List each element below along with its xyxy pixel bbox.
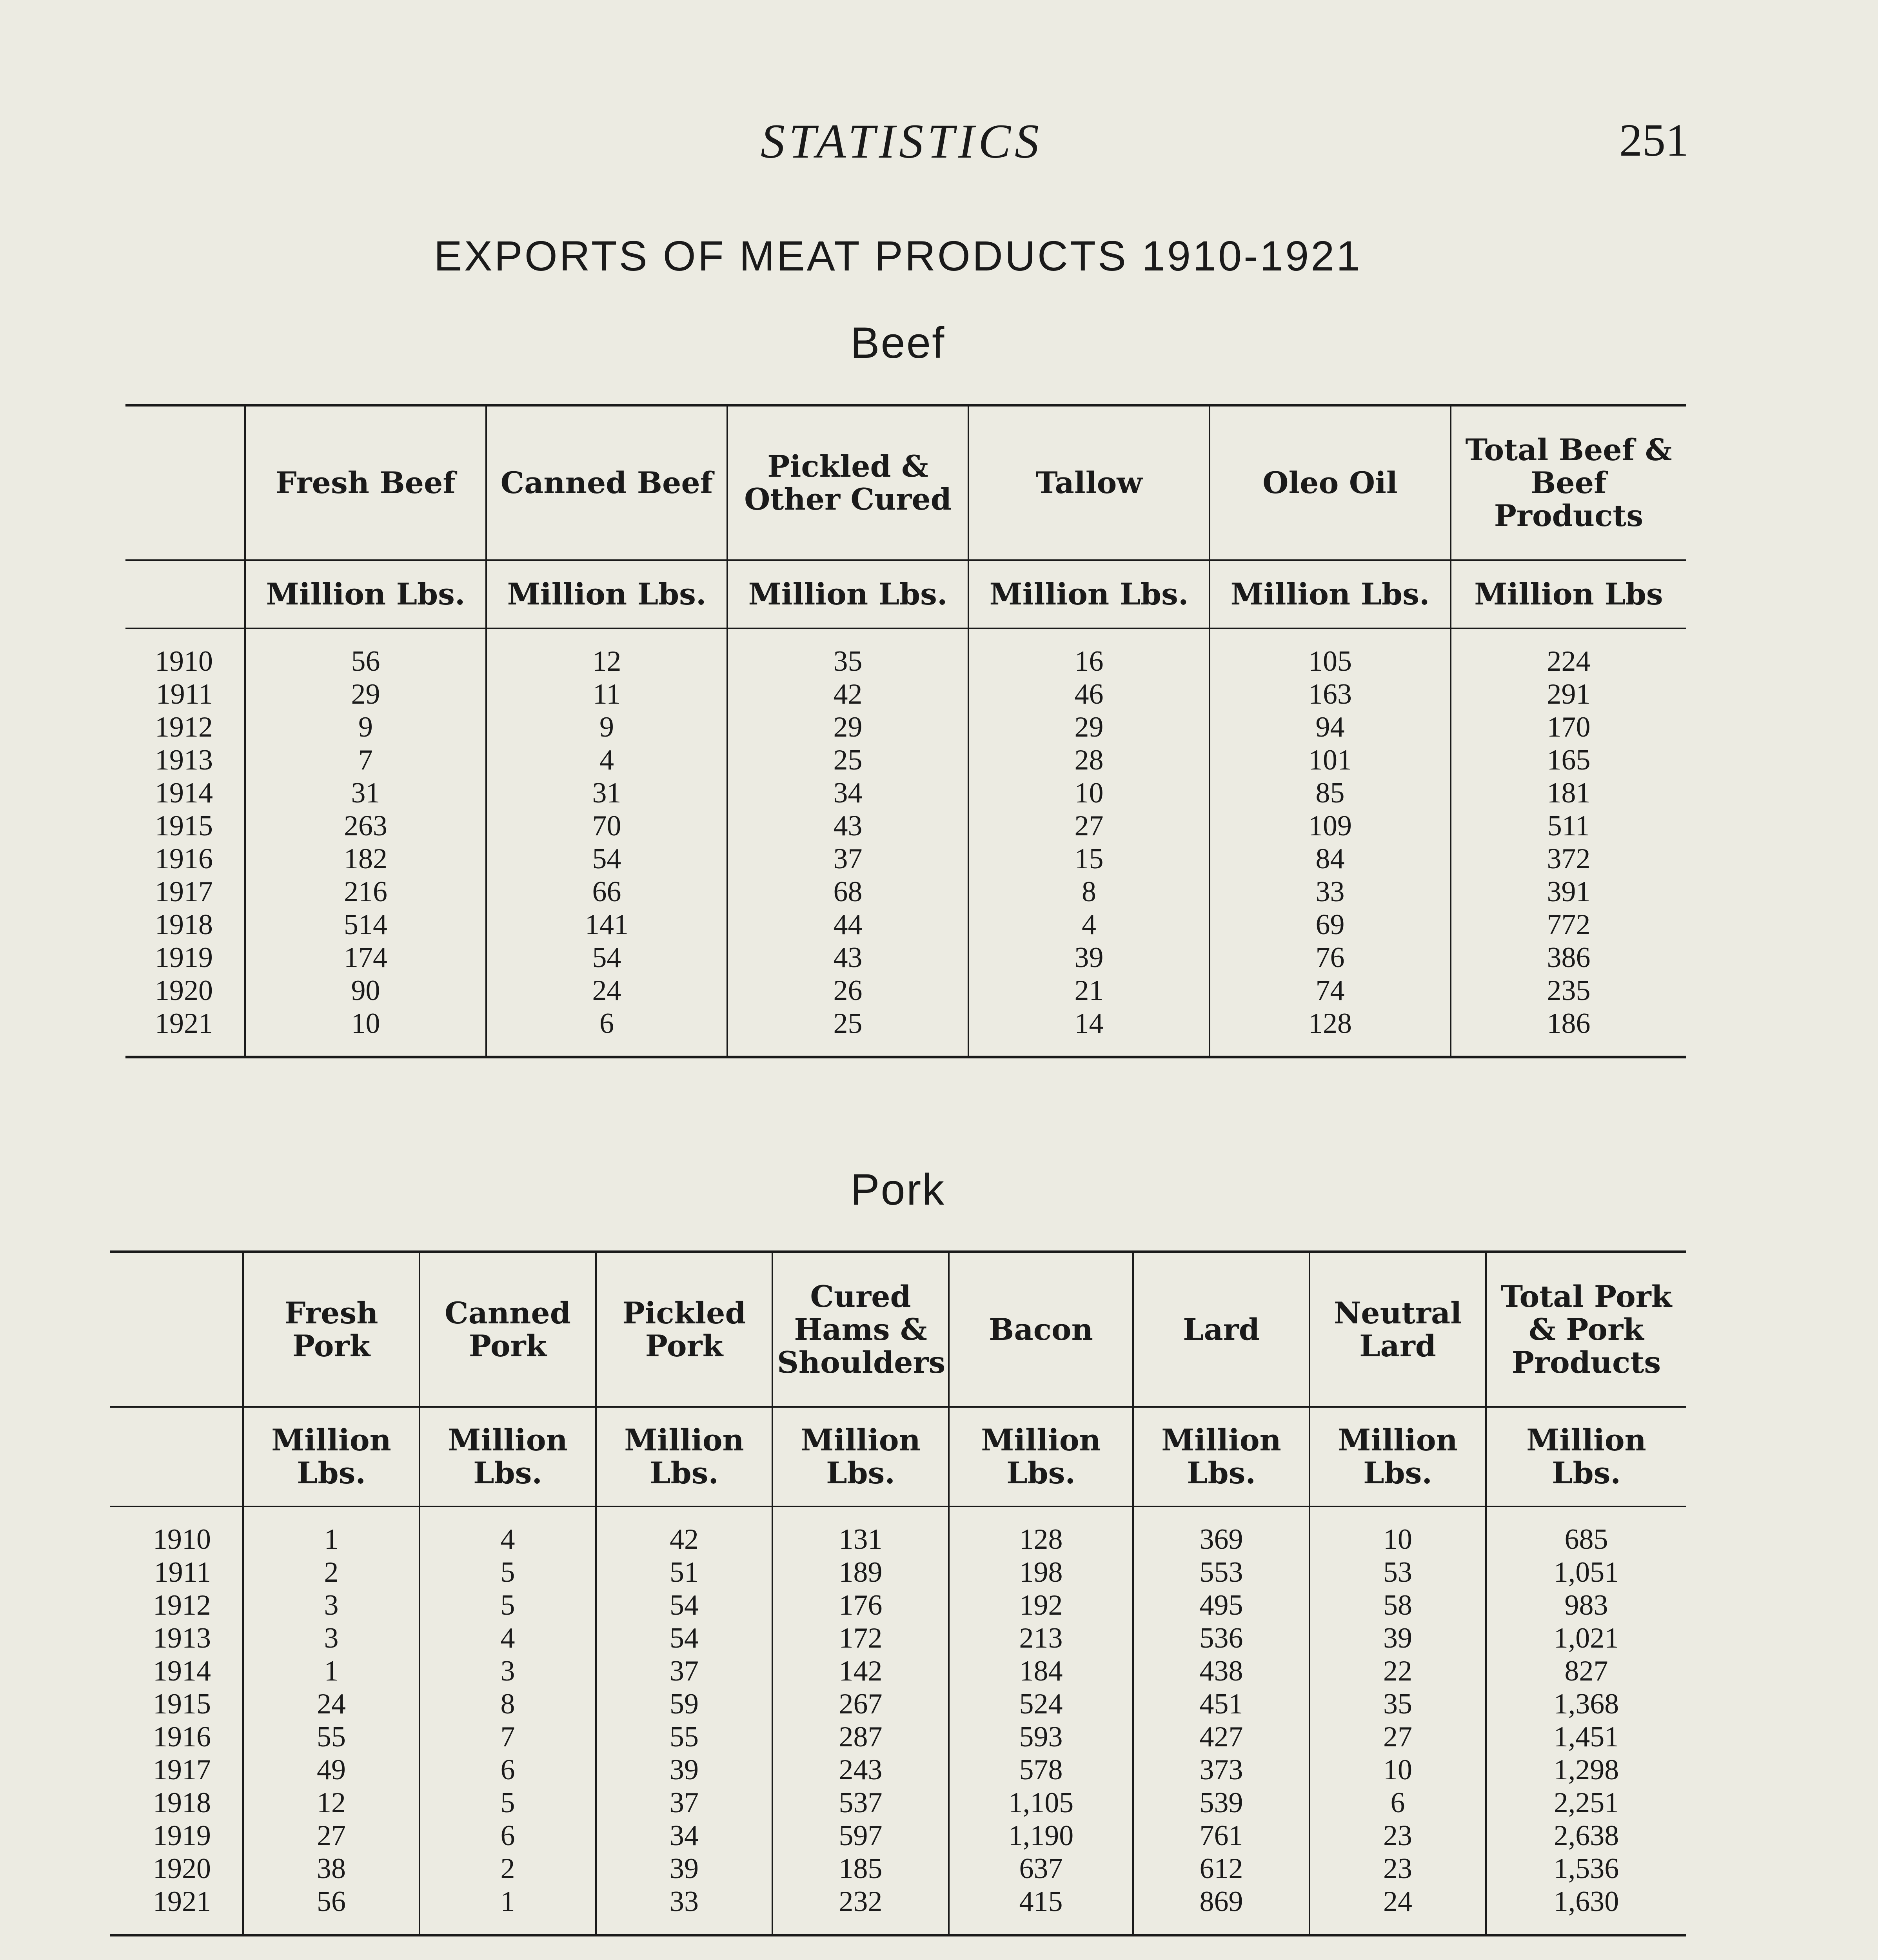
value-cell: 90 [245, 974, 486, 1007]
value-cell: 524 [949, 1688, 1133, 1720]
beef-units-blank [125, 560, 245, 628]
table-row [125, 842, 1686, 875]
value-cell: 38 [243, 1852, 420, 1885]
value-cell: 3 [420, 1655, 596, 1688]
beef-column-header: Canned Beef [486, 405, 727, 561]
value-cell: 597 [772, 1819, 949, 1852]
value-cell: 14 [968, 1007, 1210, 1040]
value-cell: 42 [596, 1523, 772, 1556]
pork-column-header: Lard [1133, 1252, 1310, 1407]
value-cell: 31 [245, 777, 486, 809]
value-cell: 185 [772, 1852, 949, 1885]
year-cell: 1919 [155, 942, 213, 974]
value-cell: 291 [1451, 678, 1686, 711]
value-cell: 54 [596, 1622, 772, 1655]
value-cell: 174 [245, 941, 486, 974]
value-cell: 27 [243, 1819, 420, 1852]
year-cell: 1920 [155, 975, 213, 1007]
value-cell: 24 [1310, 1885, 1486, 1918]
value-cell: 34 [727, 777, 968, 809]
table-row [110, 1688, 1686, 1720]
value-cell: 35 [1310, 1688, 1486, 1720]
year-cell: 1920 [153, 1853, 211, 1885]
value-cell: 29 [968, 711, 1210, 744]
year-cell: 1915 [155, 810, 213, 842]
value-cell: 37 [596, 1786, 772, 1819]
value-cell: 1,298 [1486, 1753, 1686, 1786]
pork-unit-label: Million Lbs. [420, 1407, 596, 1506]
value-cell: 2 [243, 1556, 420, 1589]
value-cell: 54 [486, 842, 727, 875]
pork-column-header: Canned Pork [420, 1252, 596, 1407]
value-cell: 593 [949, 1720, 1133, 1753]
value-cell: 1,021 [1486, 1622, 1686, 1655]
value-cell: 1,368 [1486, 1688, 1686, 1720]
value-cell: 55 [243, 1720, 420, 1753]
value-cell: 536 [1133, 1622, 1310, 1655]
value-cell: 76 [1210, 941, 1451, 974]
value-cell: 28 [968, 744, 1210, 777]
running-head [0, 114, 1878, 192]
pork-title: Pork [850, 1165, 946, 1214]
value-cell: 495 [1133, 1589, 1310, 1622]
table-row [110, 1589, 1686, 1622]
value-cell: 10 [1310, 1523, 1486, 1556]
value-cell: 43 [727, 809, 968, 842]
table-row [110, 1819, 1686, 1852]
value-cell: 373 [1133, 1753, 1310, 1786]
beef-column-header: Tallow [968, 405, 1210, 561]
value-cell: 685 [1486, 1523, 1686, 1556]
pork-header-blank [110, 1252, 243, 1407]
value-cell: 2,251 [1486, 1786, 1686, 1819]
value-cell: 29 [727, 711, 968, 744]
value-cell: 25 [727, 1007, 968, 1040]
value-cell: 514 [245, 908, 486, 941]
value-cell: 15 [968, 842, 1210, 875]
value-cell: 27 [968, 809, 1210, 842]
value-cell: 29 [245, 678, 486, 711]
value-cell: 39 [1310, 1622, 1486, 1655]
beef-column-header: Total Beef & Beef Products [1451, 405, 1686, 561]
table-row [110, 1556, 1686, 1589]
value-cell: 192 [949, 1589, 1133, 1622]
value-cell: 44 [727, 908, 968, 941]
main-title: EXPORTS OF MEAT PRODUCTS 1910-1921 [434, 232, 1362, 279]
value-cell: 5 [420, 1556, 596, 1589]
year-cell: 1915 [153, 1688, 211, 1720]
year-cell: 1921 [153, 1886, 211, 1918]
value-cell: 6 [420, 1753, 596, 1786]
value-cell: 12 [486, 645, 727, 678]
pork-unit-label: Million Lbs. [1310, 1407, 1486, 1506]
value-cell: 84 [1210, 842, 1451, 875]
pork-unit-label: Million Lbs. [1486, 1407, 1686, 1506]
value-cell: 553 [1133, 1556, 1310, 1589]
value-cell: 372 [1451, 842, 1686, 875]
pork-column-header: Pickled Pork [596, 1252, 772, 1407]
value-cell: 184 [949, 1655, 1133, 1688]
value-cell: 4 [968, 908, 1210, 941]
value-cell: 637 [949, 1852, 1133, 1885]
value-cell: 55 [596, 1720, 772, 1753]
beef-unit-label: Million Lbs. [486, 560, 727, 628]
value-cell: 53 [1310, 1556, 1486, 1589]
pork-column-header: Neutral Lard [1310, 1252, 1486, 1407]
table-row [125, 908, 1686, 941]
value-cell: 761 [1133, 1819, 1310, 1852]
value-cell: 33 [1210, 875, 1451, 908]
value-cell: 31 [486, 777, 727, 809]
value-cell: 33 [596, 1885, 772, 1918]
value-cell: 578 [949, 1753, 1133, 1786]
value-cell: 170 [1451, 711, 1686, 744]
table-row [125, 645, 1686, 678]
value-cell: 539 [1133, 1786, 1310, 1819]
value-cell: 7 [245, 744, 486, 777]
year-cell: 1917 [153, 1754, 211, 1786]
table-row [125, 678, 1686, 711]
value-cell: 415 [949, 1885, 1133, 1918]
value-cell: 224 [1451, 645, 1686, 678]
year-cell: 1912 [153, 1589, 211, 1621]
value-cell: 10 [968, 777, 1210, 809]
pork-unit-label: Million Lbs. [1133, 1407, 1310, 1506]
value-cell: 10 [1310, 1753, 1486, 1786]
value-cell: 25 [727, 744, 968, 777]
pork-units-blank [110, 1407, 243, 1506]
value-cell: 12 [243, 1786, 420, 1819]
value-cell: 49 [243, 1753, 420, 1786]
beef-column-header: Fresh Beef [245, 405, 486, 561]
value-cell: 267 [772, 1688, 949, 1720]
value-cell: 8 [420, 1688, 596, 1720]
table-row [110, 1885, 1686, 1918]
year-cell: 1916 [155, 843, 213, 875]
value-cell: 59 [596, 1688, 772, 1720]
value-cell: 128 [949, 1523, 1133, 1556]
value-cell: 58 [1310, 1589, 1486, 1622]
table-row [110, 1786, 1686, 1819]
value-cell: 10 [245, 1007, 486, 1040]
value-cell: 94 [1210, 711, 1451, 744]
page-number: 251 [1619, 114, 1689, 166]
value-cell: 22 [1310, 1655, 1486, 1688]
table-row [125, 777, 1686, 809]
year-cell: 1914 [153, 1655, 211, 1687]
value-cell: 8 [968, 875, 1210, 908]
value-cell: 23 [1310, 1852, 1486, 1885]
value-cell: 235 [1451, 974, 1686, 1007]
value-cell: 23 [1310, 1819, 1486, 1852]
value-cell: 9 [486, 711, 727, 744]
year-cell: 1917 [155, 876, 213, 908]
value-cell: 3 [243, 1622, 420, 1655]
pork-column-header: Total Pork & Pork Products [1486, 1252, 1686, 1407]
value-cell: 35 [727, 645, 968, 678]
value-cell: 9 [245, 711, 486, 744]
value-cell: 39 [596, 1753, 772, 1786]
table-row [110, 1523, 1686, 1556]
table-row [110, 1720, 1686, 1753]
value-cell: 37 [727, 842, 968, 875]
value-cell: 181 [1451, 777, 1686, 809]
value-cell: 1 [243, 1655, 420, 1688]
value-cell: 39 [596, 1852, 772, 1885]
value-cell: 163 [1210, 678, 1451, 711]
year-cell: 1910 [153, 1523, 211, 1555]
value-cell: 37 [596, 1655, 772, 1688]
table-row [125, 744, 1686, 777]
value-cell: 51 [596, 1556, 772, 1589]
pork-unit-label: Million Lbs. [772, 1407, 949, 1506]
value-cell: 43 [727, 941, 968, 974]
value-cell: 24 [243, 1688, 420, 1720]
value-cell: 451 [1133, 1688, 1310, 1720]
value-cell: 1 [243, 1523, 420, 1556]
value-cell: 1,051 [1486, 1556, 1686, 1589]
value-cell: 5 [420, 1786, 596, 1819]
value-cell: 386 [1451, 941, 1686, 974]
value-cell: 2,638 [1486, 1819, 1686, 1852]
value-cell: 24 [486, 974, 727, 1007]
value-cell: 6 [486, 1007, 727, 1040]
value-cell: 213 [949, 1622, 1133, 1655]
beef-table [125, 404, 1686, 1058]
value-cell: 16 [968, 645, 1210, 678]
value-cell: 1,536 [1486, 1852, 1686, 1885]
beef-unit-label: Million Lbs. [245, 560, 486, 628]
value-cell: 198 [949, 1556, 1133, 1589]
value-cell: 216 [245, 875, 486, 908]
value-cell: 21 [968, 974, 1210, 1007]
value-cell: 39 [968, 941, 1210, 974]
pork-column-header: Cured Hams & Shoulders [772, 1252, 949, 1407]
value-cell: 772 [1451, 908, 1686, 941]
value-cell: 391 [1451, 875, 1686, 908]
value-cell: 427 [1133, 1720, 1310, 1753]
value-cell: 869 [1133, 1885, 1310, 1918]
value-cell: 11 [486, 678, 727, 711]
value-cell: 232 [772, 1885, 949, 1918]
value-cell: 74 [1210, 974, 1451, 1007]
value-cell: 6 [420, 1819, 596, 1852]
value-cell: 1,451 [1486, 1720, 1686, 1753]
table-row [125, 809, 1686, 842]
value-cell: 54 [486, 941, 727, 974]
pork-unit-label: Million Lbs. [949, 1407, 1133, 1506]
value-cell: 66 [486, 875, 727, 908]
pork-unit-label: Million Lbs. [243, 1407, 420, 1506]
table-row [125, 875, 1686, 908]
table-row [125, 941, 1686, 974]
value-cell: 56 [245, 645, 486, 678]
value-cell: 176 [772, 1589, 949, 1622]
value-cell: 1,630 [1486, 1885, 1686, 1918]
value-cell: 1,105 [949, 1786, 1133, 1819]
value-cell: 34 [596, 1819, 772, 1852]
value-cell: 42 [727, 678, 968, 711]
beef-unit-label: Million Lbs. [968, 560, 1210, 628]
value-cell: 27 [1310, 1720, 1486, 1753]
value-cell: 1,190 [949, 1819, 1133, 1852]
value-cell: 109 [1210, 809, 1451, 842]
year-cell: 1913 [155, 744, 213, 776]
value-cell: 189 [772, 1556, 949, 1589]
value-cell: 26 [727, 974, 968, 1007]
beef-title: Beef [850, 318, 946, 367]
beef-units-row [125, 560, 1686, 628]
table-row [110, 1622, 1686, 1655]
pork-units-row [110, 1407, 1686, 1506]
year-cell: 1921 [155, 1007, 213, 1040]
beef-header-blank [125, 405, 245, 561]
table-row [110, 1753, 1686, 1786]
value-cell: 85 [1210, 777, 1451, 809]
value-cell: 128 [1210, 1007, 1451, 1040]
year-cell: 1914 [155, 777, 213, 809]
beef-header-row [125, 405, 1686, 561]
value-cell: 4 [420, 1523, 596, 1556]
running-head-title: STATISTICS [760, 114, 1043, 168]
value-cell: 537 [772, 1786, 949, 1819]
value-cell: 165 [1451, 744, 1686, 777]
year-cell: 1918 [153, 1787, 211, 1819]
beef-column-header: Oleo Oil [1210, 405, 1451, 561]
beef-unit-label: Million Lbs. [727, 560, 968, 628]
value-cell: 2 [420, 1852, 596, 1885]
year-cell: 1913 [153, 1622, 211, 1654]
value-cell: 3 [243, 1589, 420, 1622]
value-cell: 142 [772, 1655, 949, 1688]
value-cell: 1 [420, 1885, 596, 1918]
value-cell: 4 [420, 1622, 596, 1655]
value-cell: 438 [1133, 1655, 1310, 1688]
table-row [110, 1852, 1686, 1885]
pork-column-header: Bacon [949, 1252, 1133, 1407]
value-cell: 70 [486, 809, 727, 842]
value-cell: 243 [772, 1753, 949, 1786]
value-cell: 105 [1210, 645, 1451, 678]
value-cell: 263 [245, 809, 486, 842]
value-cell: 827 [1486, 1655, 1686, 1688]
value-cell: 287 [772, 1720, 949, 1753]
value-cell: 186 [1451, 1007, 1686, 1040]
value-cell: 131 [772, 1523, 949, 1556]
pork-unit-label: Million Lbs. [596, 1407, 772, 1506]
beef-unit-label: Million Lbs. [1210, 560, 1451, 628]
value-cell: 46 [968, 678, 1210, 711]
value-cell: 141 [486, 908, 727, 941]
year-cell: 1918 [155, 909, 213, 941]
value-cell: 4 [486, 744, 727, 777]
year-cell: 1916 [153, 1721, 211, 1753]
table-row [125, 974, 1686, 1007]
year-cell: 1910 [155, 645, 213, 677]
value-cell: 511 [1451, 809, 1686, 842]
pork-column-header: Fresh Pork [243, 1252, 420, 1407]
value-cell: 5 [420, 1589, 596, 1622]
year-cell: 1912 [155, 711, 213, 743]
year-cell: 1919 [153, 1820, 211, 1852]
pork-table [110, 1250, 1686, 1936]
table-row [125, 711, 1686, 744]
table-row [125, 1007, 1686, 1040]
year-cell: 1911 [154, 1556, 211, 1588]
value-cell: 68 [727, 875, 968, 908]
value-cell: 6 [1310, 1786, 1486, 1819]
value-cell: 56 [243, 1885, 420, 1918]
value-cell: 182 [245, 842, 486, 875]
beef-unit-label: Million Lbs [1451, 560, 1686, 628]
value-cell: 69 [1210, 908, 1451, 941]
value-cell: 101 [1210, 744, 1451, 777]
value-cell: 54 [596, 1589, 772, 1622]
table-row [110, 1655, 1686, 1688]
beef-column-header: Pickled & Other Cured [727, 405, 968, 561]
value-cell: 983 [1486, 1589, 1686, 1622]
value-cell: 612 [1133, 1852, 1310, 1885]
value-cell: 172 [772, 1622, 949, 1655]
pork-header-row [110, 1252, 1686, 1407]
value-cell: 369 [1133, 1523, 1310, 1556]
value-cell: 7 [420, 1720, 596, 1753]
year-cell: 1911 [156, 678, 213, 710]
